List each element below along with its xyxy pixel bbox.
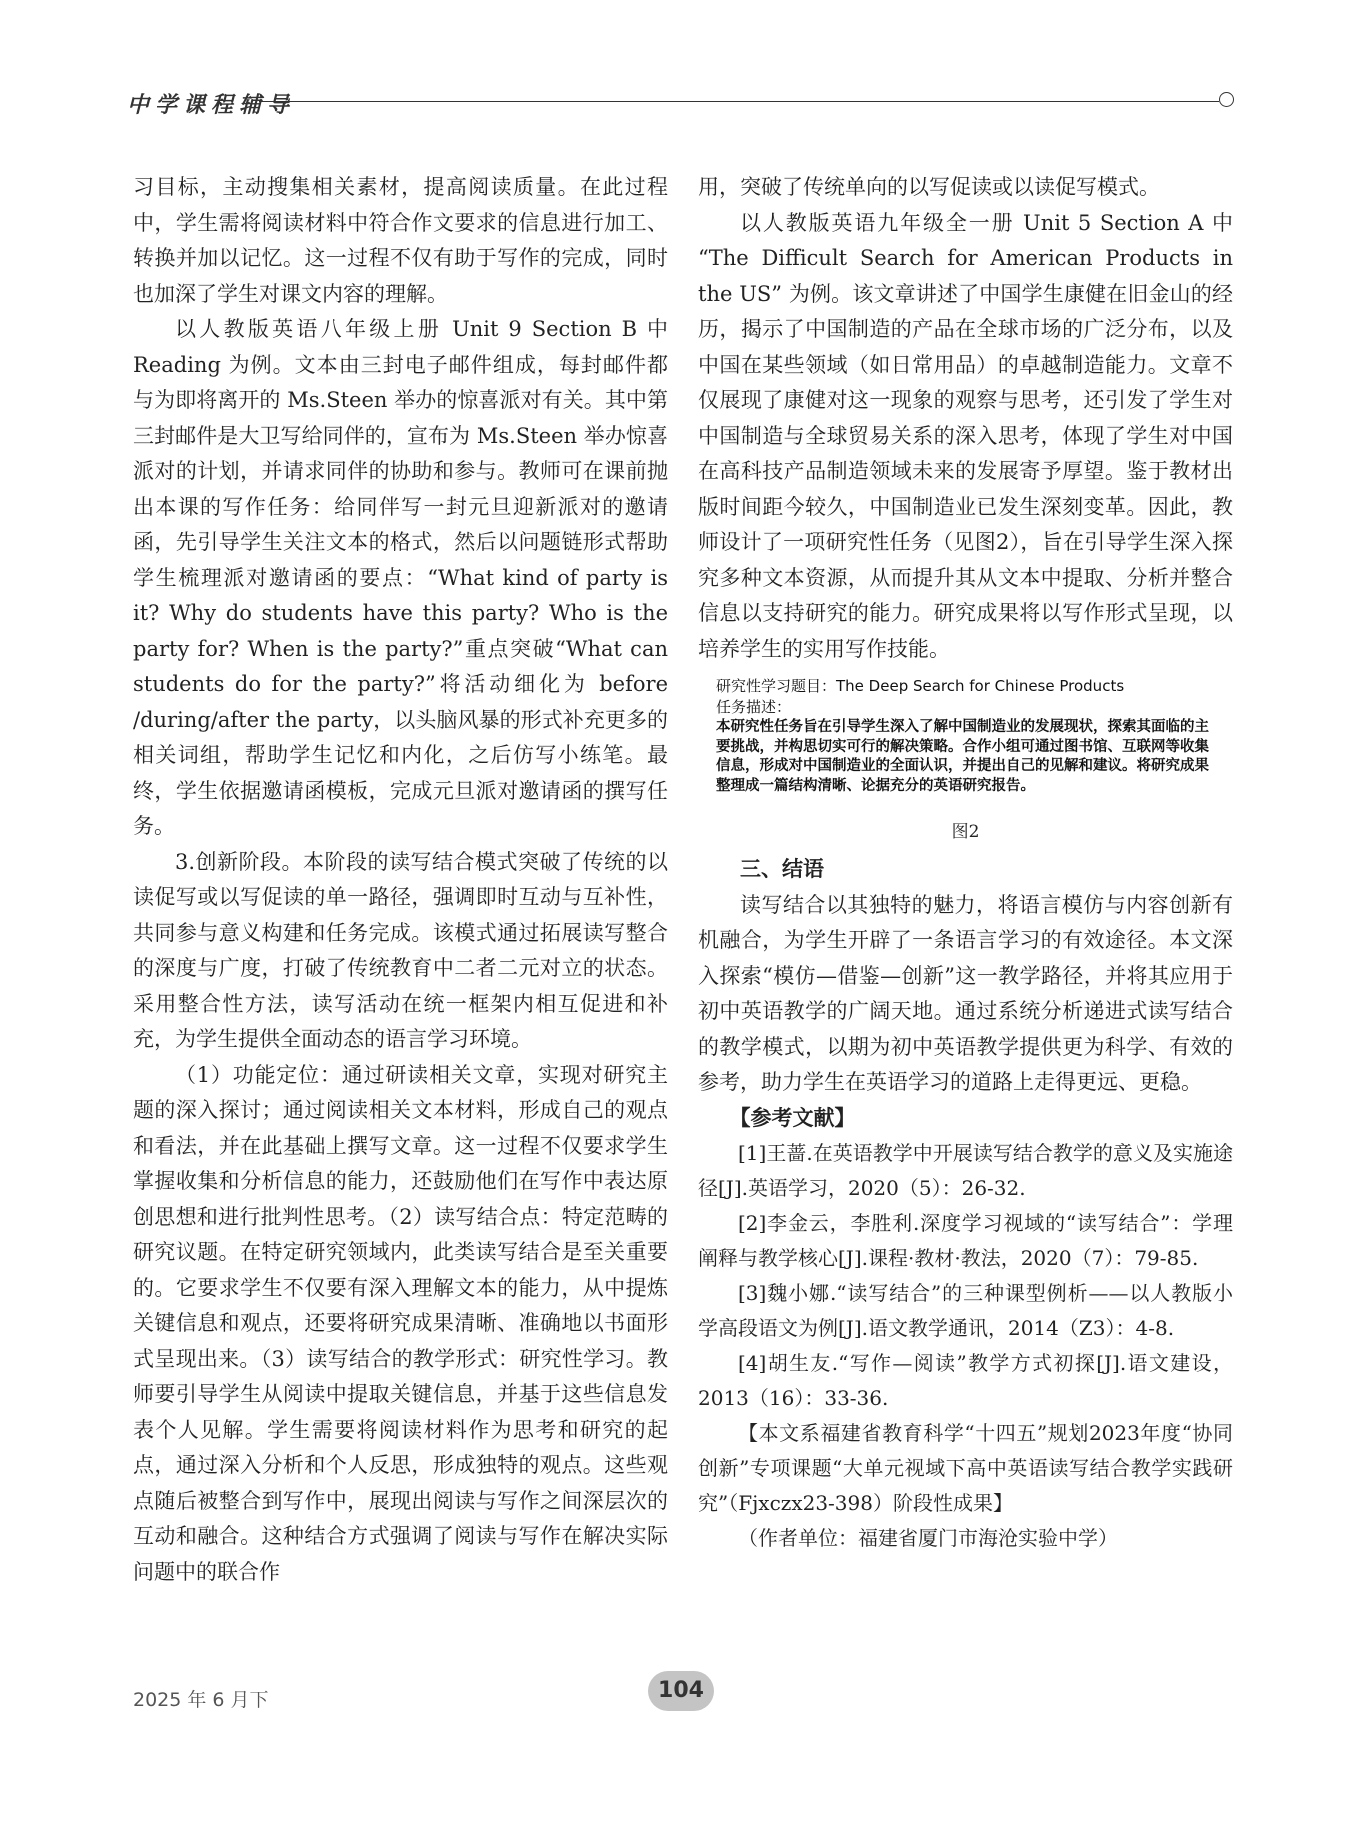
journal-name: 中学课程辅导 xyxy=(127,92,296,118)
figure-title-value: The Deep Search for Chinese Products xyxy=(836,677,1125,695)
paragraph: （1）功能定位：通过研读相关文章，实现对研究主题的深入探讨；通过阅读相关文本材料，形成自己的观点和看法，并在此基础上撰写文章。这一过程不仅要求学生掌握收集和分析信息的能力，还鼓励他们在写作中表达原创思想和进行批判性思考。（2）读写结合点：特定范畴的研究议题。在特定研究领域内，此类读写结合是至关重要的。它要求学生不仅要有深入理解文本的能力，从中提炼关键信息和观点，还要将研究成果清晰、准确地以书面形式呈现出来。（3）读写结合的教学形式：研究性学习。教师要引导学生从阅读中提取关键信息，并基于这些信息发表个人见解。学生需要将阅读材料作为思考和研究的起点，通过深入分析和个人反思，形成独特的观点。这些观点随后被整合到写作中，展现出阅读与写作之间深层次的互动和融合。这种结合方式强调了阅读与写作在解决实际问题中的联合作 xyxy=(133,1062,668,1584)
issue-date: 2025 年 6 月下 xyxy=(133,1689,269,1711)
right-column xyxy=(698,170,1233,1556)
reference-item: [4]胡生友.“写作—阅读”教学方式初探[J].语文建设，2013（16）：33-36. xyxy=(698,1351,1233,1410)
reference-item: [2]李金云，李胜利.深度学习视域的“读写结合”：学理阐释与教学核心[J].课程·教材·教法，2020（7）：79-85. xyxy=(698,1211,1233,1270)
conclusion-paragraph: 读写结合以其独特的魅力，将语言模仿与内容创新有机融合，为学生开辟了一条语言学习的有效途径。本文深入探索“模仿—借鉴—创新”这一教学路径，并将其应用于初中英语教学的广阔天地。通过系统分析递进式读写结合的教学模式，以期为初中英语教学提供更为科学、有效的参考，助力学生在英语学习的道路上走得更远、更稳。 xyxy=(698,892,1233,1094)
header-rule xyxy=(259,101,1219,102)
conclusion-heading: 三、结语 xyxy=(740,857,824,881)
figure-task-label: 任务描述： xyxy=(716,697,792,716)
figure-caption: 图2 xyxy=(951,822,980,842)
figure-description: 本研究性任务旨在引导学生深入了解中国制造业的发展现状，探索其面临的主要挑战，并构思切实可行的解决策略。合作小组可通过图书馆、互联网等收集信息，形成对中国制造业的全面认识，并提出自己的见解和建议。将研究成果整理成一篇结构清晰、论据充分的英语研究报告。 xyxy=(716,719,1209,794)
references-heading: 【参考文献】 xyxy=(729,1105,856,1130)
paragraph: 习目标，主动搜集相关素材，提高阅读质量。在此过程中，学生需将阅读材料中符合作文要求的信息进行加工、转换并加以记忆。这一过程不仅有助于写作的完成，同时也加深了学生对课文内容的理解。 xyxy=(133,175,668,306)
paragraph: 3.创新阶段。本阶段的读写结合模式突破了传统的以读促写或以写促读的单一路径，强调即时互动与互补性，共同参与意义构建和任务完成。该模式通过拓展读写整合的深度与广度，打破了传统教育中二者二元对立的状态。采用整合性方法，读写活动在统一框架内相互促进和补充，为学生提供全面动态的语言学习环境。 xyxy=(133,849,668,1051)
paragraph: 以人教版英语八年级上册 Unit 9 Section B 中 Reading 为例。文本由三封电子邮件组成，每封邮件都与为即将离开的 Ms.Steen 举办的惊喜派对有关。其中第三封邮件是大卫写给同伴的，宣布为 Ms.Steen 举办惊喜派对的计划，并请求同伴的协助和参与。教师可在课前抛出本课的写作任务：给同伴写一封元旦迎新派对的邀请函，先引导学生关注文本的格式，然后以问题链形式帮助学生梳理派对邀请函的要点：“What kind of party is it? Why do students have this party? Who is the party for? When is the party?”重点突破“What can students do for the party?”将活动细化为 before /during/after the party，以头脑风暴的形式补充更多的相关词组，帮助学生记忆和内化，之后仿写小练笔。最终，学生依据邀请函模板，完成元旦派对邀请函的撰写任务。 xyxy=(133,317,668,838)
reference-item: [1]王蔷.在英语教学中开展读写结合教学的意义及实施途径[J].英语学习，2020（5）：26-32. xyxy=(698,1141,1233,1200)
left-column xyxy=(133,170,668,1590)
header-circle-ornament xyxy=(1219,92,1234,107)
paragraph: 用，突破了传统单向的以写促读或以读促写模式。 xyxy=(698,175,1160,199)
page-number: 104 xyxy=(648,1671,714,1711)
reference-item: [3]魏小娜.“读写结合”的三种课型例析——以人教版小学高段语文为例[J].语文教学通讯，2014（Z3）：4-8. xyxy=(698,1281,1233,1340)
figure-title-line xyxy=(716,677,1216,698)
figure-title-label: 研究性学习题目： xyxy=(716,677,837,695)
author-unit: （作者单位：福建省厦门市海沧实验中学） xyxy=(738,1526,1118,1550)
running-header xyxy=(127,88,1235,118)
figure-2-research-task xyxy=(716,677,1216,796)
funding-note: 【本文系福建省教育科学“十四五”规划2023年度“协同创新”专项课题“大单元视域下高中英语读写结合教学实践研究”（Fjxczx23-398）阶段性成果】 xyxy=(698,1421,1233,1515)
paragraph: 以人教版英语九年级全一册 Unit 5 Section A 中 “The Difficult Search for American Products in the US” 为例。该文章讲述了中国学生康健在旧金山的经历，揭示了中国制造的产品在全球市场的广泛分布，以及中国在某些领域（如日常用品）的卓越制造能力。文章不仅展现了康健对这一现象的观察与思考，还引发了学生对中国制造与全球贸易关系的深入思考，体现了学生对中国在高科技产品制造领域未来的发展寄予厚望。鉴于教材出版时间距今较久，中国制造业已发生深刻变革。因此，教师设计了一项研究性任务（见图2），旨在引导学生深入探究多种文本资源，从而提升其从文本中提取、分析并整合信息以支持研究的能力。研究成果将以写作形式呈现，以培养学生的实用写作技能。 xyxy=(698,210,1233,661)
